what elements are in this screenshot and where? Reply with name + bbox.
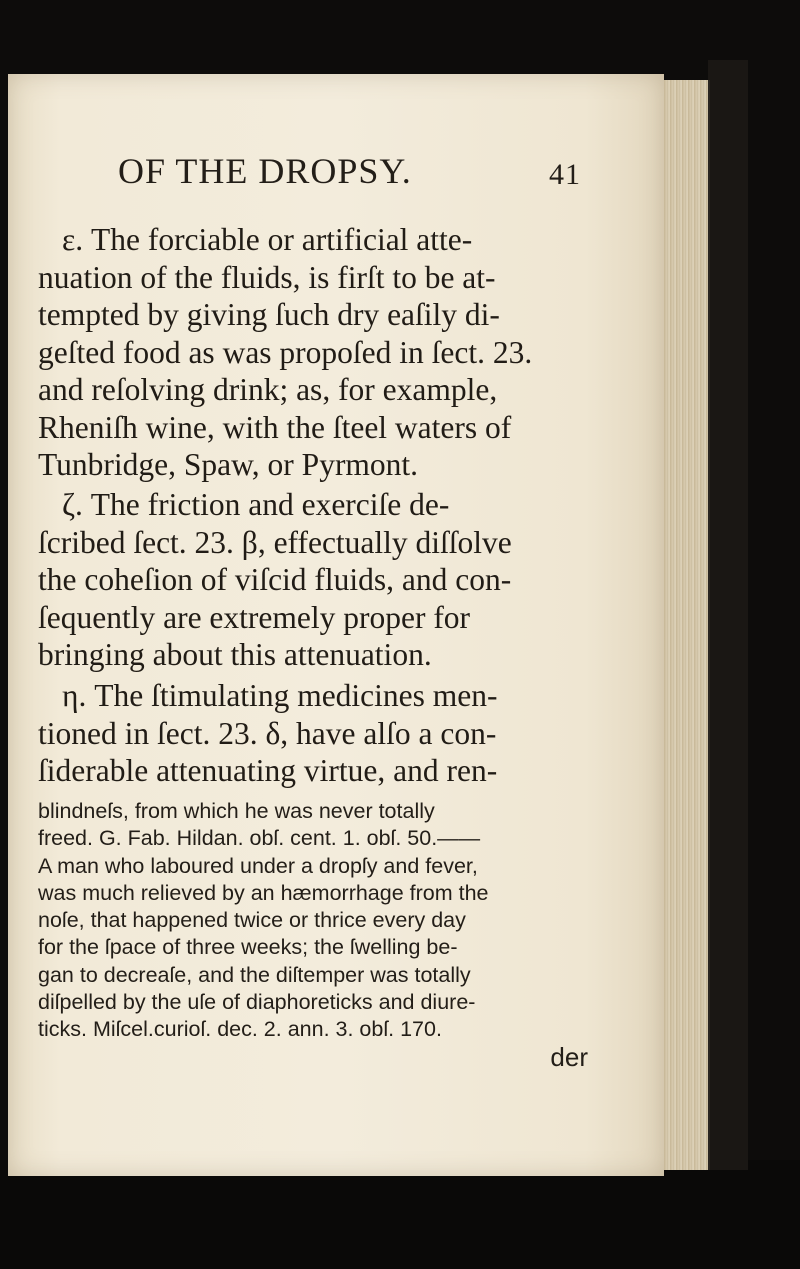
book-binding: [0, 1160, 800, 1269]
text-line: bringing about this attenuation.: [38, 637, 432, 672]
text-line: nuation of the fluids, is firſt to be at-: [38, 259, 496, 295]
text-line: tempted by giving ſuch dry eaſily di-: [38, 297, 500, 332]
text-line: ζ. The friction and exerciſe de-: [62, 487, 450, 522]
text-line: tioned in ſect. 23. δ, have alſo a con-: [38, 715, 497, 751]
footnote-line: for the ſpace of three weeks; the ſwelling be-: [38, 935, 458, 960]
running-title: OF THE DROPSY.: [118, 151, 412, 191]
text-line: geſted food as was propoſed in ſect. 23.: [38, 334, 533, 370]
text-line: ſiderable attenuating virtue, and ren-: [38, 753, 498, 788]
paragraph-zeta: [38, 486, 638, 674]
text-line: ſcribed ſect. 23. β, effectually diſſolve: [38, 524, 512, 560]
footnote: [38, 798, 638, 1071]
footnote-line: noſe, that happened twice or thrice every day: [38, 908, 466, 933]
footnote-line: blindneſs, from which he was never totally: [38, 799, 435, 823]
text-line: and reſolving drink; as, for example,: [38, 372, 498, 407]
text-line: Tunbridge, Spaw, or Pyrmont.: [38, 447, 419, 482]
book-cover-edge: [708, 60, 748, 1170]
footnote-line: ticks. Miſcel.curioſ. dec. 2. ann. 3. obſ. 170.: [38, 1017, 442, 1042]
text-line: η. The ſtimulating medicines men-: [62, 678, 498, 713]
paragraph-epsilon: [38, 221, 638, 484]
footnote-line: gan to decreaſe, and the diſtemper was totally: [38, 962, 471, 987]
text-line: the coheſion of viſcid fluids, and con-: [38, 562, 512, 597]
footnote-line: diſpelled by the uſe of diaphoreticks and diure-: [38, 990, 476, 1015]
text-line: ſequently are extremely proper for: [38, 599, 471, 635]
page-number: 41: [549, 158, 581, 191]
catchword: der: [550, 1041, 588, 1072]
footnote-line: A man who laboured under a dropſy and fever,: [38, 853, 478, 878]
footnote-line: freed. G. Fab. Hildan. obſ. cent. 1. obſ. 50.——: [38, 826, 481, 851]
text-line: Rheniſh wine, with the ſteel waters of: [38, 409, 512, 445]
paragraph-eta: [38, 677, 638, 790]
text-line: ε. The forciable or artificial atte-: [62, 222, 473, 257]
footnote-line: was much relieved by an hæmorrhage from the: [38, 880, 489, 905]
